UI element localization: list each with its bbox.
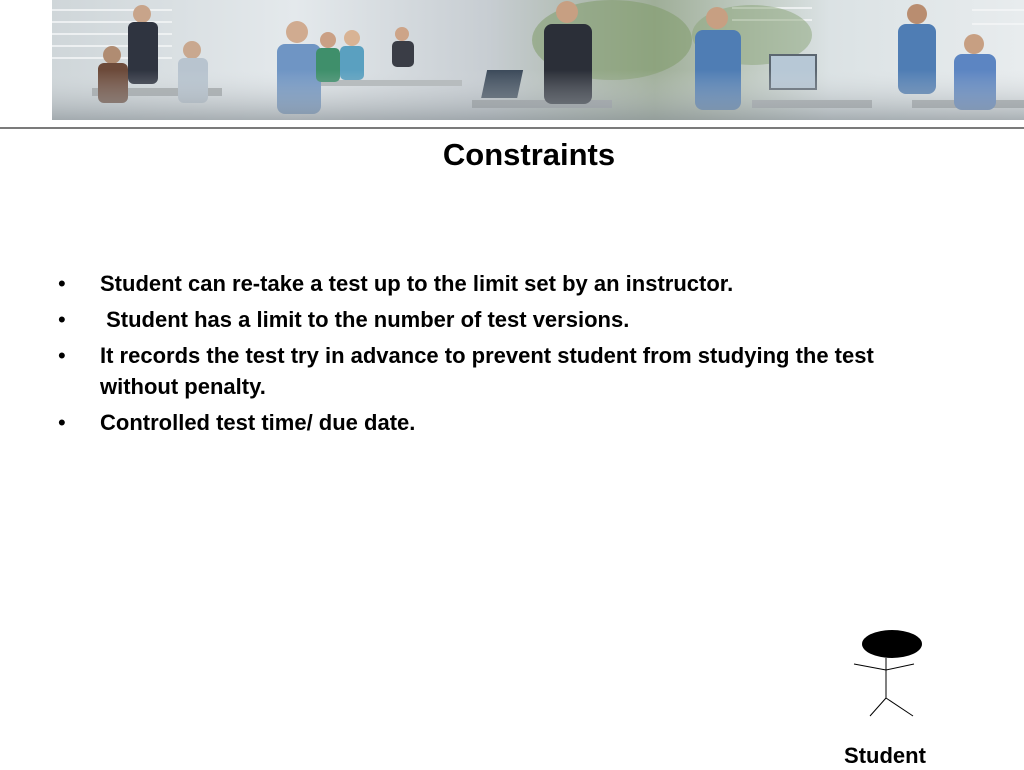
bullet-text: Student has a limit to the number of test versions. (100, 307, 630, 332)
student-actor (850, 628, 926, 722)
bullet-text: Student can re-take a test up to the limit set by an instructor. (100, 271, 734, 296)
slide-title: Constraints (442, 137, 616, 172)
constraints-list (58, 268, 918, 443)
bullet-icon: • (58, 307, 66, 332)
bullet-icon: • (58, 343, 66, 368)
list-item (58, 340, 918, 402)
header-divider (0, 127, 1024, 129)
bullet-icon: • (58, 271, 66, 296)
list-item (58, 304, 918, 335)
header-photo-banner (52, 0, 1024, 120)
bullet-text: It records the test try in advance to prevent student from studying the test without penalty. (100, 343, 874, 399)
list-item (58, 268, 918, 299)
office-team-photo-strip-icon (52, 0, 1024, 120)
uml-actor-stick-figure-icon (850, 628, 926, 722)
actor-label: Student (844, 743, 926, 768)
bullet-text: Controlled test time/ due date. (100, 410, 416, 435)
list-item (58, 407, 918, 438)
bullet-icon: • (58, 410, 66, 435)
